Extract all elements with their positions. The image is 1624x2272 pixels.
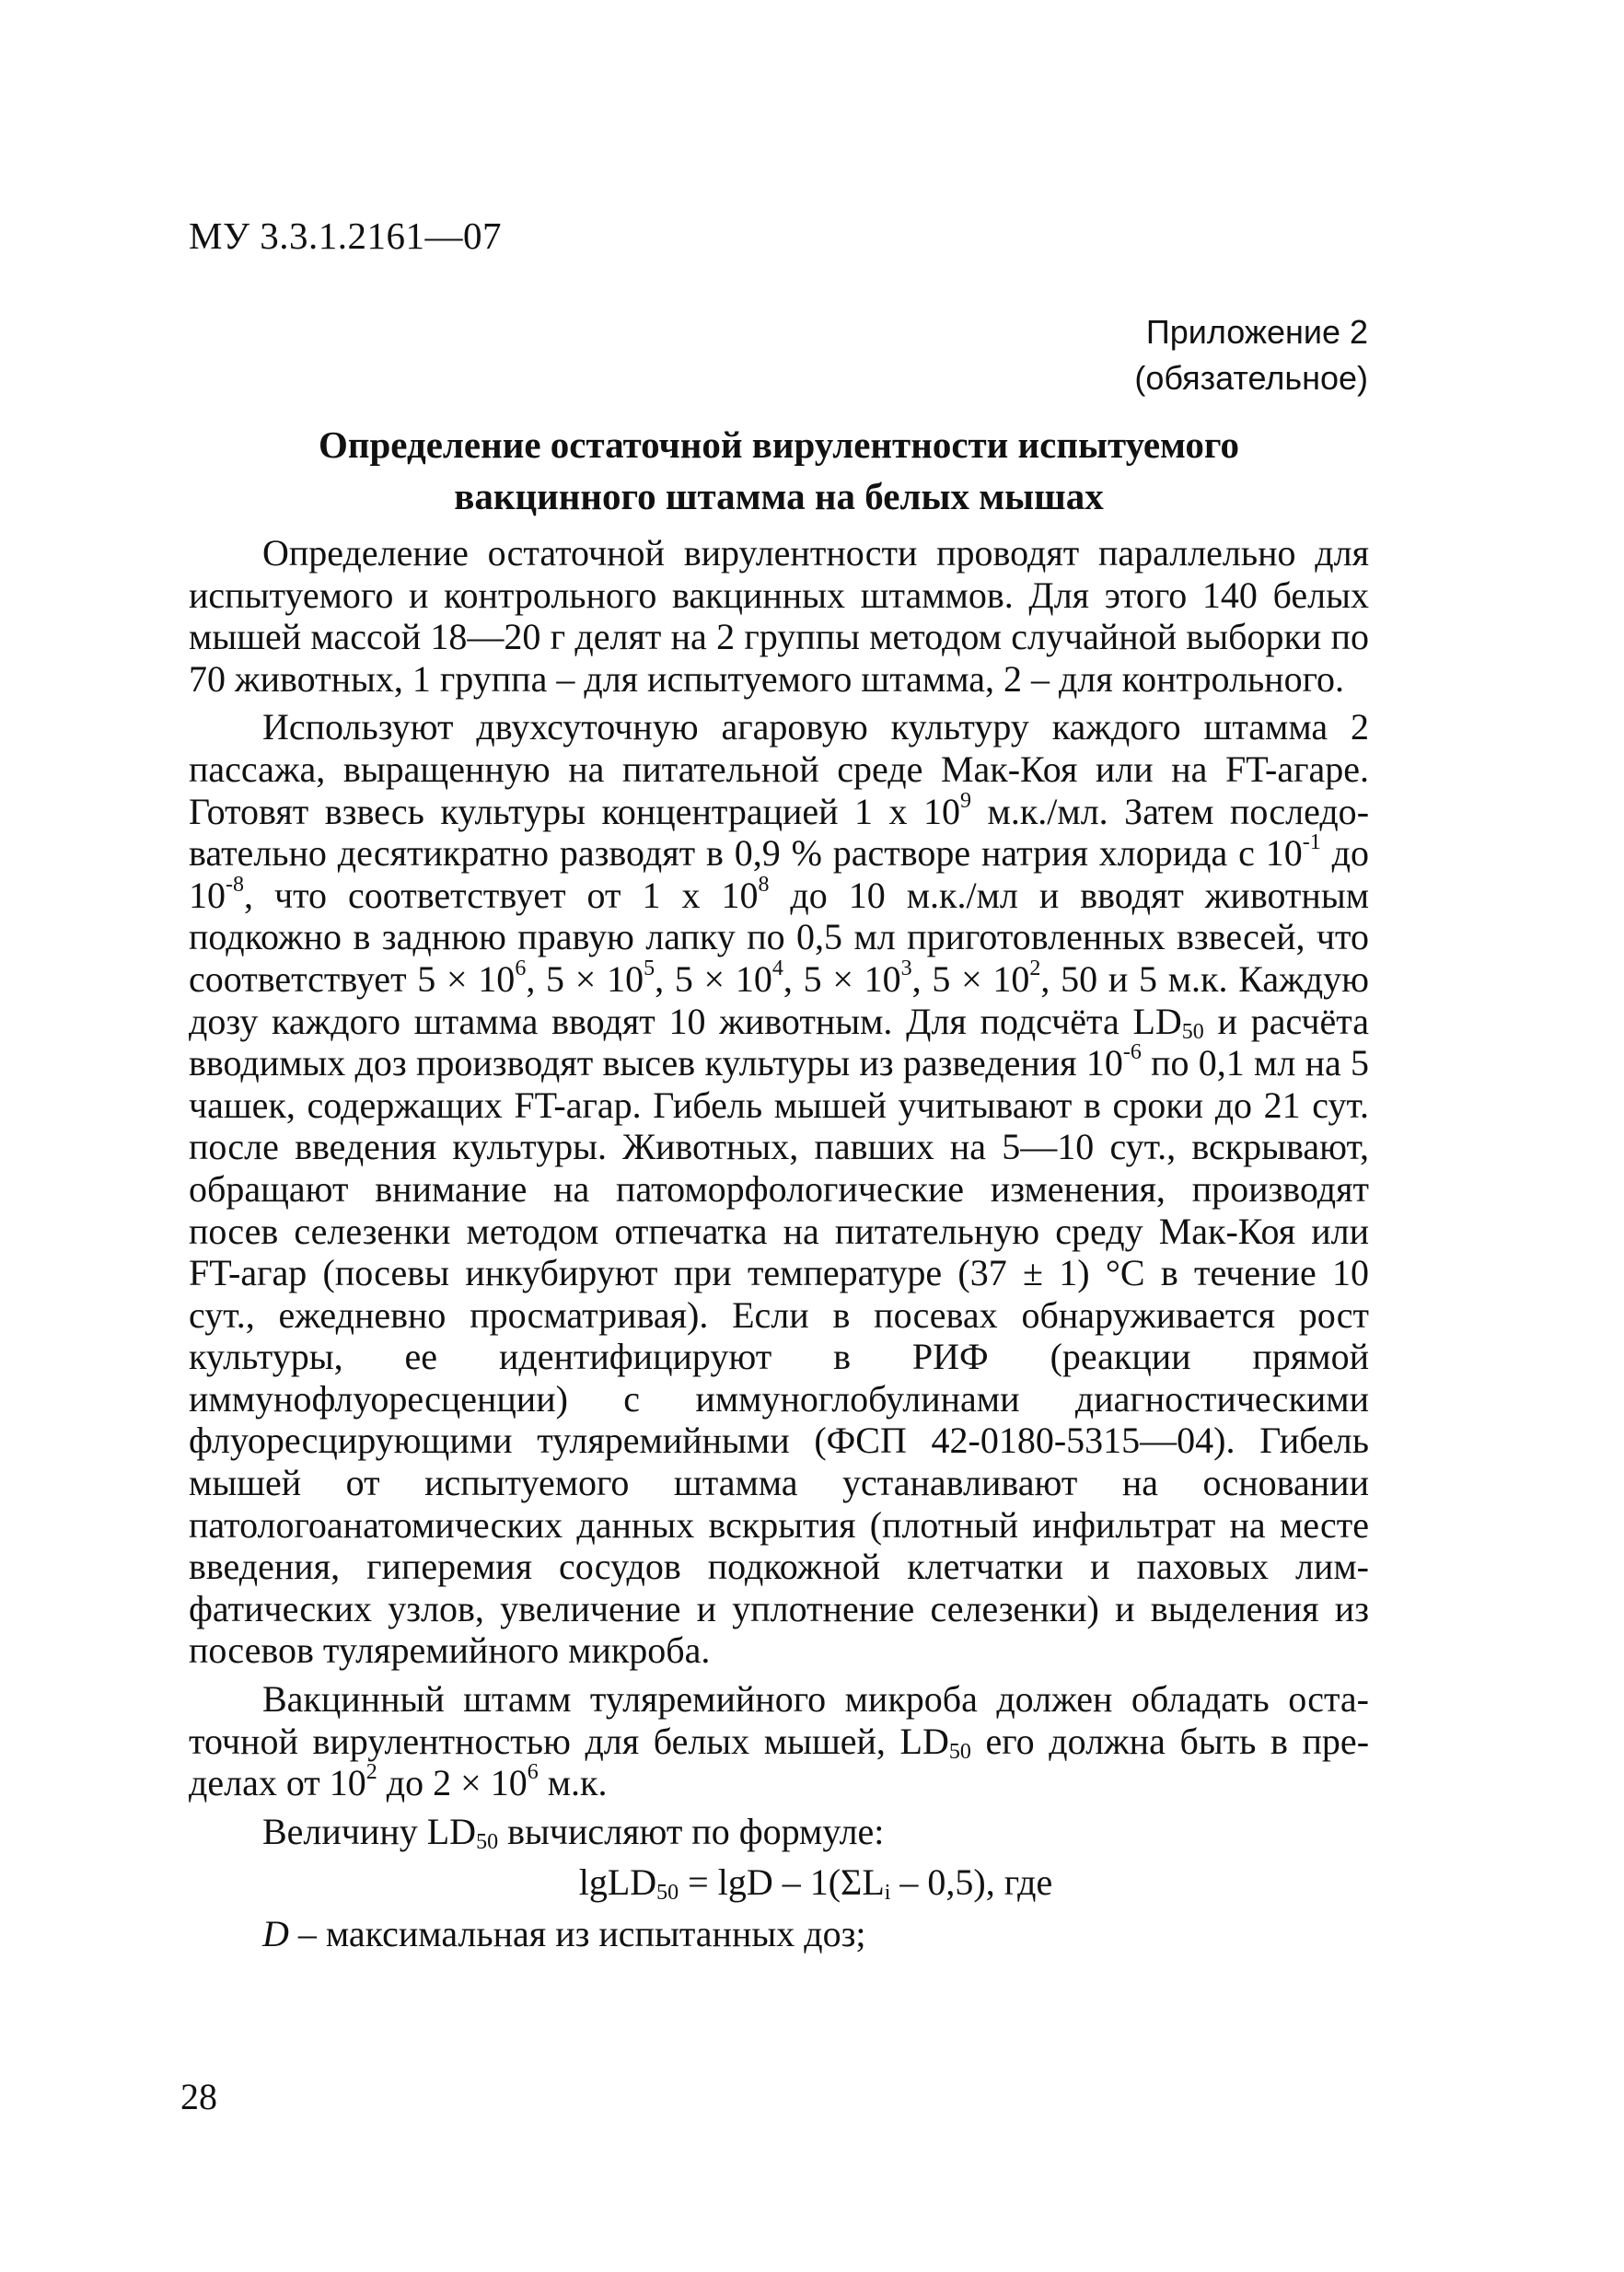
- section-heading: [189, 419, 1369, 522]
- paragraph-requirement: Вакцинный штамм туляремийного микроба должен обладать остаточной вирулентностью для белых мышей, $LD_{50}$ его должна быть в пределах от $10^2$ до $2 \times 10^6$ м.к.: [189, 1678, 1370, 1804]
- heading-line-2: вакцинного штамма на белых мышах: [454, 475, 1104, 517]
- ld50-formula: lgLD$_{50}$ = lgD – $1(\Sigma L_i - 0,5)$, где: [578, 1861, 1053, 1906]
- definition-d: D – максимальная из испытанных доз;: [262, 1913, 866, 1954]
- document-body: [189, 532, 1369, 1955]
- appendix-number: Приложение 2: [1145, 313, 1368, 351]
- document-code: МУ 3.3.1.2161—07: [189, 214, 502, 257]
- appendix-status: (обязательное): [1134, 359, 1368, 397]
- appendix-label: [1134, 309, 1368, 401]
- paragraph-method: Используют двухсуточную агаровую культуру каждого штамма 2 пассажа, выращенную на питательной среде Мак-Коя или на FT-агаре. Готовят взвесь культуры концентрацией 1 х $10^9$ м.к./мл. Затем последовательно десятикратно разводят в 0,9 % растворе натрия хлорида с $10^{-1}$ до $10^{-8}$, что соответствует от 1 х $10^8$ до 10 м.к./мл и вводят животным подкожно в заднюю правую лапку по 0,5 мл приготовленных взвесей, что соответствует $5 \times 10^6$, $5 \times 10^5$, $5 \times 10^4$, $5 \times 10^3$, $5 \times 10^2$, 50 и 5 м.к. Каждую дозу каждого штамма вводят 10 животным. Для подсчёта $LD_{50}$ и расчёта вводимых доз производят высев культуры из разведения $10^{-6}$ по 0,1 мл на 5 чашек, содержащих FT-агар. Гибель мышей учитывают в сроки до 21 сут. после введения культуры. Животных, павших на 5—10 сут., вскрывают, обращают внимание на патоморфологические изменения, производят посев селезенки методом отпечатка на питательную среду Мак-Коя или FT-агар (посевы инкубируют при температуре (37 ± 1) °С в течение 10 сут., ежедневно просматривая). Если в посевах обнаруживается рост культуры, ее идентифицируют в РИФ (реакции прямой иммунофлуоресценции) с иммуноглобулинами диагностическими флуоресцирующими туляремийными (ФСП 42-0180-5315—04). Гибель мышей от испытуемого штамма устанавливают на основании патологоанатомических данных вскрытия (плотный инфильтрат на месте введения, гиперемия сосудов подкожной клетчатки и паховых лимфатических узлов, увеличение и уплотнение селезенки) и выделения из посевов туляремийного микроба.: [189, 706, 1370, 1672]
- page-number: 28: [180, 2076, 217, 2117]
- paragraph-formula-intro: Величину $LD_{50}$ вычисляют по формуле:: [262, 1810, 885, 1854]
- paragraph-groups: Определение остаточной вирулентности проводят параллельно для испытуемого и контрольного вакцинных штаммов. Для этого 140 белых мышей массой 18—20 г делят на 2 группы методом случайной выборки по 70 животных, 1 группа – для испытуемого штамма, 2 – для контрольного.: [189, 532, 1369, 700]
- heading-line-1: Определение остаточной вирулентности испытуемого: [318, 423, 1239, 466]
